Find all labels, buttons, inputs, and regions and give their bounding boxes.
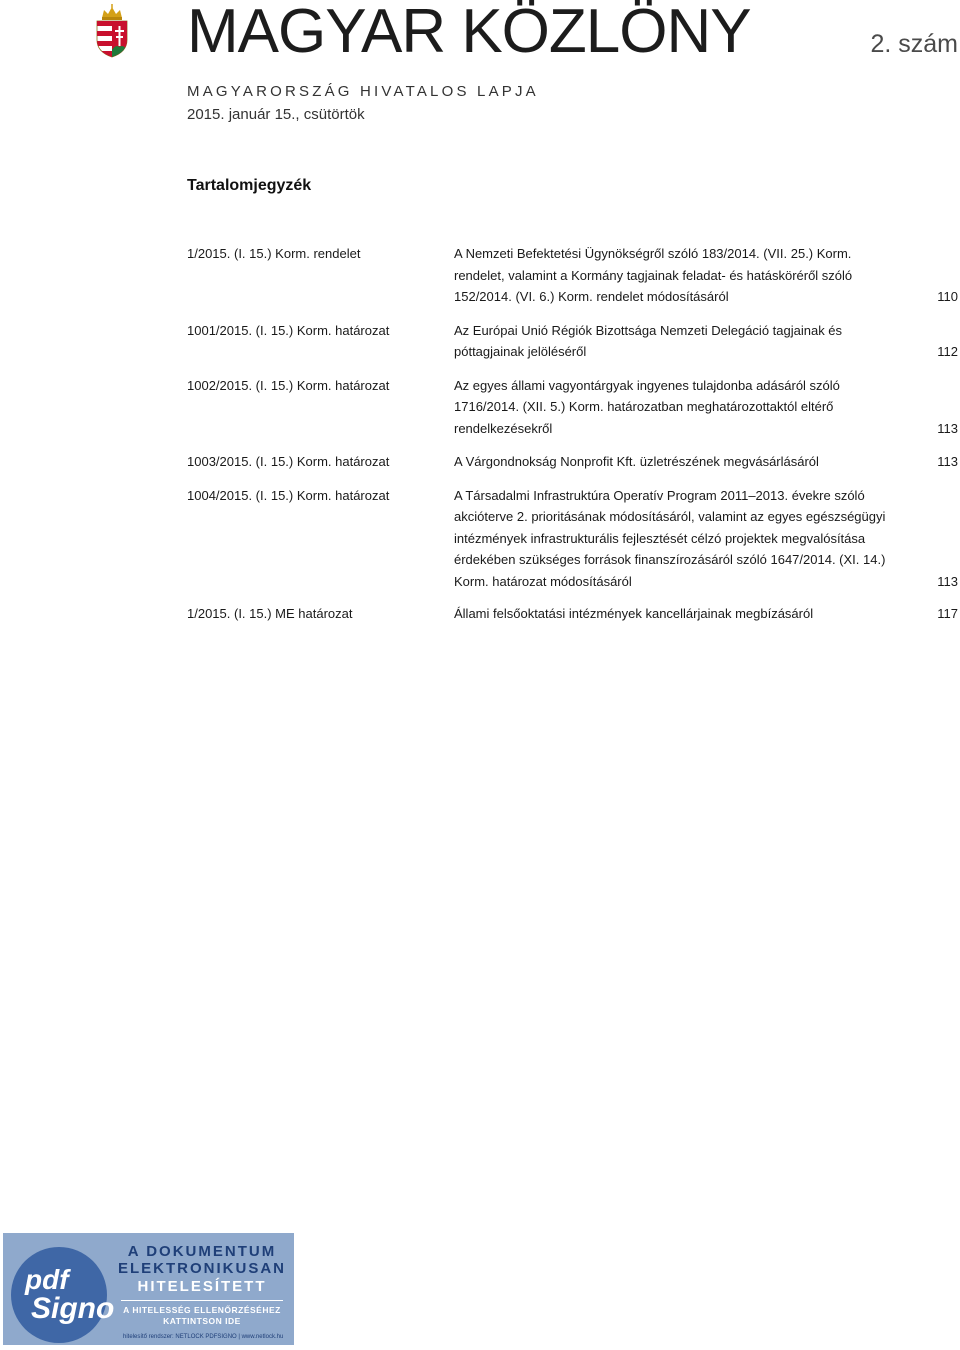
badge-verify-link[interactable]: KATTINTSON IDE <box>163 1316 241 1326</box>
toc-entry-title[interactable]: A Várgondnokság Nonprofit Kft. üzletrészének megvásárlásáról <box>454 454 819 469</box>
coat-of-arms-icon <box>94 4 130 58</box>
toc-entry-reference: 1003/2015. (I. 15.) Korm. határozat <box>187 454 390 469</box>
masthead-title: MAGYAR KÖZLÖNY <box>187 0 751 66</box>
issue-number: 2. szám <box>870 30 958 58</box>
logo-text-pdf: pdf <box>25 1264 69 1295</box>
toc-entry-reference: 1/2015. (I. 15.) Korm. rendelet <box>187 246 361 261</box>
badge-footer: hitelesítő rendszer: NETLOCK PDFSIGNO | www.netlock.hu <box>123 1334 284 1340</box>
toc-entry-page: 113 <box>937 420 958 436</box>
logo-text-signo: Signo <box>31 1292 115 1325</box>
toc-entry-page: 117 <box>937 606 958 621</box>
toc-entry[interactable] <box>187 485 960 593</box>
toc-entry-reference: 1/2015. (I. 15.) ME határozat <box>187 606 353 621</box>
toc-entry-page: 113 <box>937 573 958 589</box>
toc-entry-reference: 1002/2015. (I. 15.) Korm. határozat <box>187 377 390 393</box>
issue-date: 2015. január 15., csütörtök <box>187 106 365 123</box>
toc-entry[interactable] <box>187 451 960 473</box>
table-of-contents <box>187 243 960 625</box>
badge-line-2: ELEKTRONIKUSAN <box>117 1260 286 1277</box>
badge-line-3: HITELESÍTETT <box>137 1278 267 1295</box>
toc-entry[interactable] <box>187 603 960 625</box>
toc-entry[interactable] <box>187 243 960 308</box>
badge-line-1: A DOKUMENTUM <box>127 1243 277 1260</box>
toc-entry-title[interactable]: Az egyes állami vagyontárgyak ingyenes tulajdonba adásáról szóló 1716/2014. (XII. 5.) Korm. határozatban meghatározottaktól eltérő rendelkezésekről <box>454 377 840 436</box>
toc-entry-page: 110 <box>937 289 958 304</box>
toc-entry[interactable] <box>187 375 960 440</box>
toc-entry-reference: 1001/2015. (I. 15.) Korm. határozat <box>187 322 390 338</box>
toc-entry-page: 113 <box>937 454 958 469</box>
toc-entry-title[interactable]: Állami felsőoktatási intézmények kancellárjainak megbízásáról <box>454 606 814 621</box>
badge-divider <box>121 1300 283 1301</box>
toc-entry-reference: 1004/2015. (I. 15.) Korm. határozat <box>187 487 390 503</box>
authentication-badge[interactable] <box>3 1233 294 1345</box>
toc-heading: Tartalomjegyzék <box>187 177 312 194</box>
toc-entry-page: 112 <box>937 344 958 359</box>
masthead-subtitle: MAGYARORSZÁG HIVATALOS LAPJA <box>187 83 539 100</box>
toc-entry-title[interactable]: A Társadalmi Infrastruktúra Operatív Program 2011–2013. évekre szóló akcióterve 2. prioritásának módosításáról, valamint az egyes egészségügyi intézmények infrastrukturális fejlesztését célzó projektek megvalósítása érdekében szükséges források finanszírozásáról szóló 1647/2014. (XI. 14.) Korm. határozat módosításáról <box>454 487 886 589</box>
toc-entry-title[interactable]: Az Európai Unió Régiók Bizottsága Nemzeti Delegáció tagjainak és póttagjainak jelöléséről <box>454 322 843 359</box>
badge-line-4: A HITELESSÉG ELLENŐRZÉSÉHEZ <box>123 1305 281 1315</box>
toc-entry-title[interactable]: A Nemzeti Befektetési Ügynökségről szóló 183/2014. (VII. 25.) Korm. rendelet, valamint a Kormány tagjainak feladat- és hatásköréről szóló 152/2014. (VI. 6.) Korm. rendelet módosításáról <box>454 246 853 304</box>
toc-entry[interactable] <box>187 320 960 363</box>
